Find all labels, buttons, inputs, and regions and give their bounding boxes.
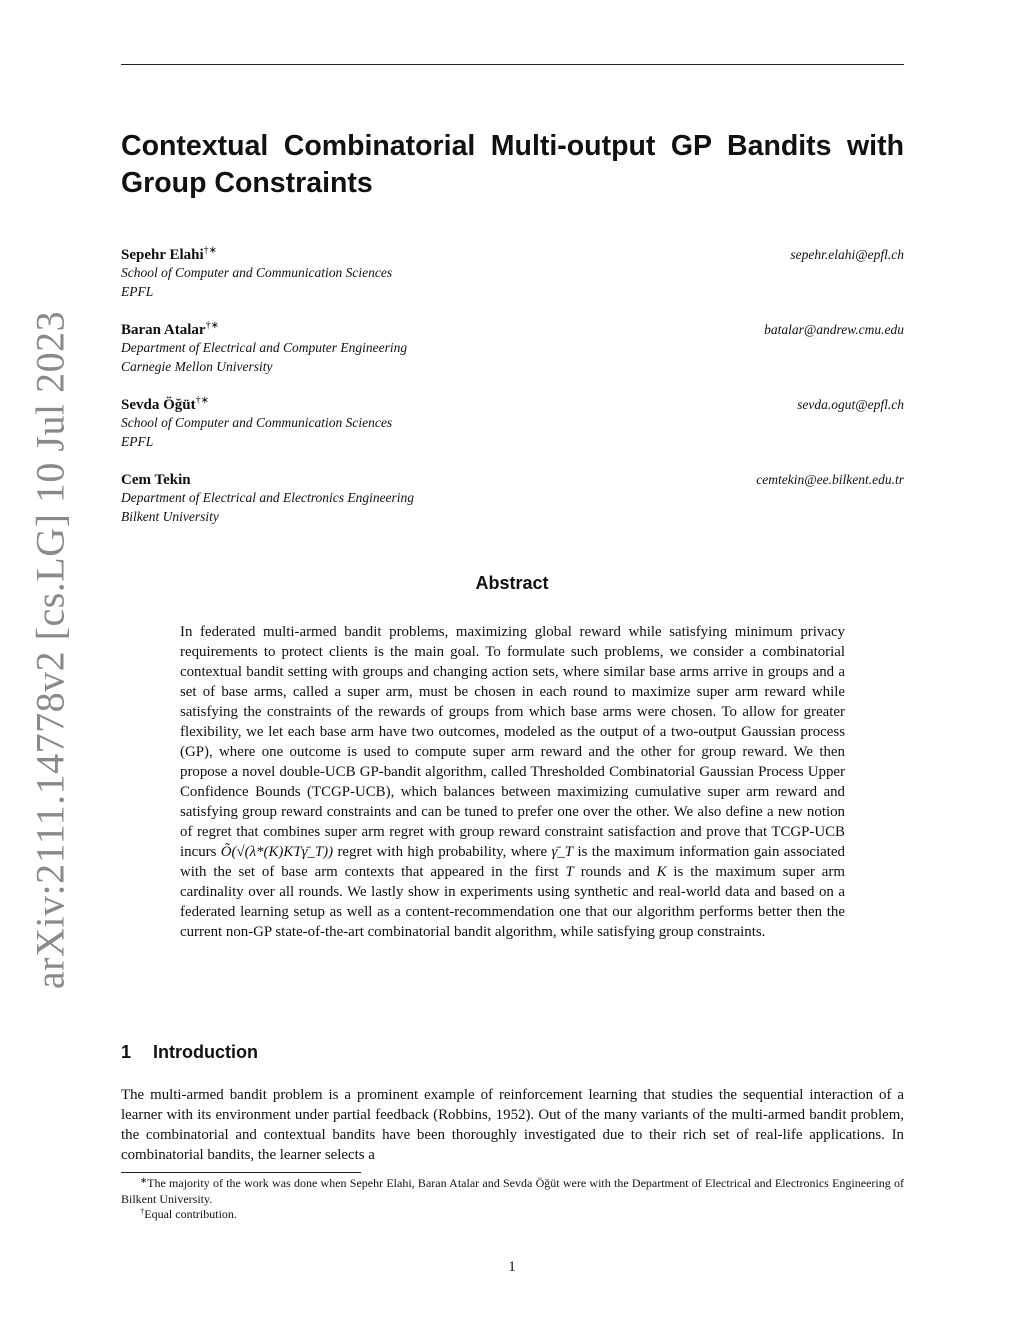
footnotes	[121, 1176, 904, 1223]
footnote-work-location: ∗The majority of the work was done when Sepehr Elahi, Baran Atalar and Sevda Öğüt were with the Department of Electrical and Electronics Engineering of Bilkent University.	[121, 1175, 904, 1206]
section-title: Introduction	[153, 1042, 258, 1062]
page-number: 1	[508, 1259, 516, 1275]
author-block	[121, 246, 904, 301]
author-institution: Bilkent University	[121, 508, 219, 524]
regret-bound-formula: Õ(√(λ*(K)KTγ̄_T))	[220, 844, 334, 860]
author-name: Sevda Öğüt†∗	[121, 395, 209, 413]
author-affiliation: School of Computer and Communication Sciences	[121, 265, 393, 280]
author-block	[121, 471, 904, 526]
author-email[interactable]: cemtekin@ee.bilkent.edu.tr	[756, 472, 904, 487]
author-affiliation: Department of Electrical and Electronics Engineering	[121, 490, 415, 505]
author-affiliation: School of Computer and Communication Sciences	[121, 415, 393, 430]
author-marks: †∗	[203, 245, 218, 256]
author-email[interactable]: batalar@andrew.cmu.edu	[764, 322, 904, 337]
paper-title: Contextual Combinatorial Multi-output GP Bandits with Group Constraints	[121, 130, 904, 199]
section-number: 1	[121, 1042, 132, 1062]
author-name: Baran Atalar†∗	[121, 320, 219, 338]
author-email[interactable]: sevda.ogut@epfl.ch	[797, 397, 904, 412]
horizon-symbol: T	[565, 864, 574, 880]
footnote-rule	[121, 1172, 361, 1173]
introduction-text: The multi-armed bandit problem is a prominent example of reinforcement learning that studies the sequential interaction of a learner with its environment under partial feedback (Robbins, 1952). Out of the many variants of the multi-armed bandit problem, the combinatorial and contextual bandits have been thoroughly investigated due to their rich set of real-life applications. In combinatorial bandits, the learner selects a	[121, 1087, 904, 1163]
arxiv-identifier[interactable]: arXiv:2111.14778v2 [cs.LG] 10 Jul 2023	[27, 310, 73, 990]
author-block	[121, 396, 904, 451]
author-block	[121, 321, 904, 376]
author-marks: †∗	[205, 320, 219, 331]
abstract-heading: Abstract	[475, 573, 549, 593]
info-gain-symbol: γ̄_T	[551, 844, 574, 860]
author-marks: †∗	[195, 395, 209, 406]
author-institution: Carnegie Mellon University	[121, 358, 273, 374]
header-rule	[121, 64, 904, 65]
section-heading-introduction	[121, 1040, 258, 1064]
footnote-equal-contribution: †Equal contribution.	[140, 1206, 237, 1221]
author-institution: EPFL	[121, 283, 154, 299]
author-name: Sepehr Elahi†∗	[121, 245, 218, 263]
author-email[interactable]: sepehr.elahi@epfl.ch	[790, 247, 904, 262]
cardinality-symbol: K	[656, 864, 667, 880]
abstract-text: In federated multi-armed bandit problems, maximizing global reward while satisfying minimum privacy requirements to protect clients is the main goal. To formulate such problems, we consider a combinatorial contextual bandit setting with groups and changing action sets, where similar base arms arrive in groups and a set of base arms, called a super arm, must be chosen in each round to maximize super arm reward while satisfying the constraints of the rewards of groups from which base arms were chosen. To allow for greater flexibility, we let each base arm have two outcomes, modeled as the output of a two-output Gaussian process (GP), where one outcome is used to compute super arm reward and the other for group reward. We then propose a novel double-UCB GP-bandit algorithm, called Thresholded Combinatorial Gaussian Process Upper Confidence Bounds (TCGP-UCB), which balances between maximizing cumulative super arm reward and satisfying group reward constraints and can be tuned to prefer one over the other. We also define a new notion of regret that combines super arm regret with group reward constraint satisfaction and prove that TCGP-UCB incurs Õ(√(λ*(K)KTγ̄_T)) regret with high probability, where γ̄_T is the maximum information gain associated with the set of base arm contexts that appeared in the first T rounds and K is the maximum super arm cardinality over all rounds. We lastly show in experiments using synthetic and real-world data and based on a federated learning setup as well as a content-recommendation one that our algorithm performs better then the current non-GP state-of-the-art combinatorial bandit algorithm, while satisfying group constraints.	[180, 624, 845, 940]
author-affiliation: Department of Electrical and Computer Engineering	[121, 340, 408, 355]
author-name: Cem Tekin	[121, 472, 191, 488]
author-institution: EPFL	[121, 433, 154, 449]
